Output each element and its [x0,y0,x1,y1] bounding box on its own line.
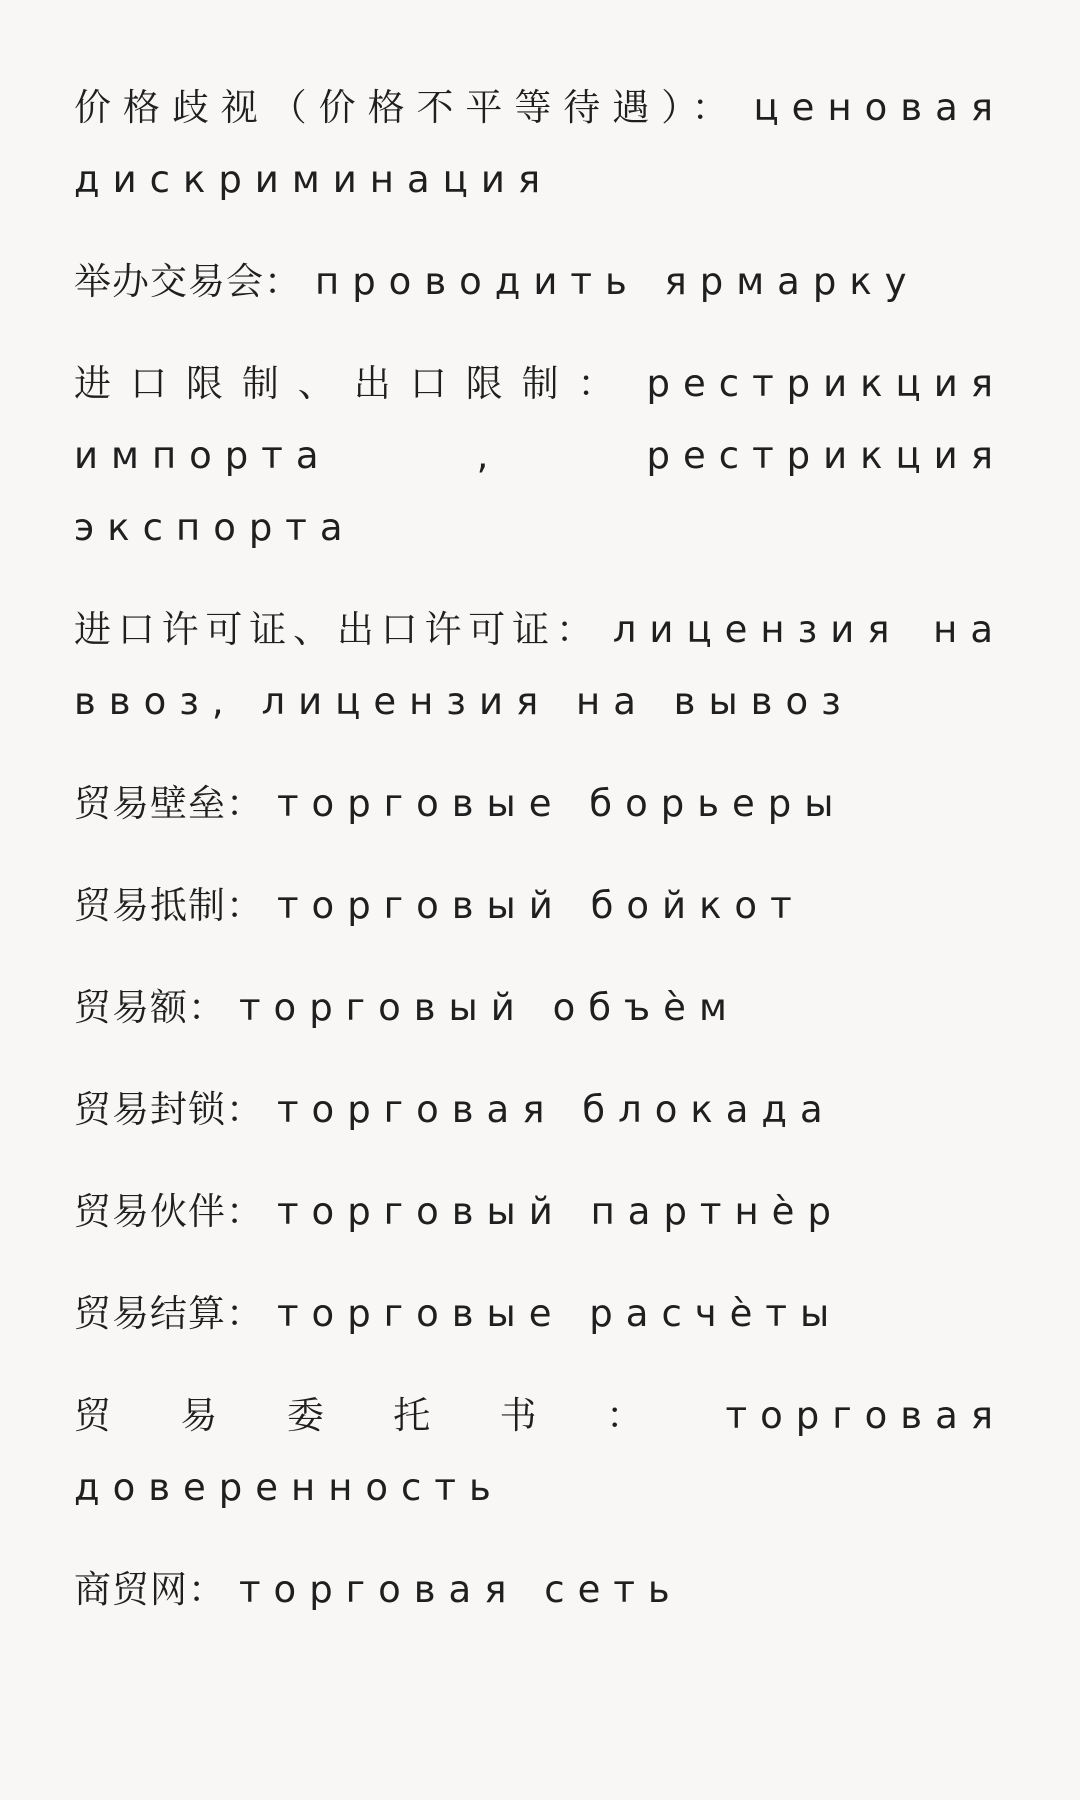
russian-translation: торговые расчѐты [277,1292,843,1335]
chinese-term: 进口限制、出口限制 [74,362,578,405]
glossary-entry [74,1380,1006,1524]
term-separator: ： [226,1292,263,1335]
chinese-term: 价格歧视（价格不平等待遇） [74,86,692,129]
glossary-entry [74,768,1006,840]
term-separator: ： [264,260,301,303]
russian-translation: торговая блокада [277,1088,836,1131]
term-separator: ： [555,608,599,651]
term-separator: ： [226,884,263,927]
term-separator: ： [691,86,740,129]
glossary-entry [74,594,1006,738]
glossary-entry [74,246,1006,318]
russian-translation: торговый бойкот [277,884,805,927]
term-separator: ： [226,782,263,825]
chinese-term: 贸易伙伴 [74,1190,226,1233]
russian-translation: рестрикция импорта , рестрикция экспорта [74,362,1007,549]
term-separator: ： [577,362,633,405]
term-separator: ： [188,986,225,1029]
russian-translation: торговый объѐм [239,986,740,1029]
chinese-term: 贸易额 [74,986,188,1029]
chinese-term: 贸易封锁 [74,1088,226,1131]
glossary-entry [74,1074,1006,1146]
russian-translation: торговые борьеры [277,782,847,825]
chinese-term: 贸易结算 [74,1292,226,1335]
glossary-entry [74,1278,1006,1350]
chinese-term: 贸易委托书 [74,1394,607,1437]
glossary-entry [74,1176,1006,1248]
term-separator: ： [606,1394,712,1437]
russian-translation: торговая сеть [239,1568,683,1611]
russian-translation: лицензия на ввоз, лицензия на вывоз [74,608,1006,723]
glossary-entry [74,972,1006,1044]
term-separator: ： [188,1568,225,1611]
russian-translation: проводить ярмарку [315,260,920,303]
russian-translation: ценовая дискриминация [74,86,1007,201]
glossary-list [74,72,1006,1626]
chinese-term: 贸易壁垒 [74,782,226,825]
russian-translation: торговый партнѐр [277,1190,844,1233]
term-separator: ： [226,1088,263,1131]
glossary-entry [74,348,1006,564]
chinese-term: 商贸网 [74,1568,188,1611]
glossary-entry [74,1554,1006,1626]
russian-translation: торговая доверенность [74,1394,1007,1509]
chinese-term: 举办交易会 [74,260,264,303]
term-separator: ： [226,1190,263,1233]
glossary-entry [74,870,1006,942]
glossary-entry [74,72,1006,216]
chinese-term: 贸易抵制 [74,884,226,927]
chinese-term: 进口许可证、出口许可证 [74,608,556,651]
